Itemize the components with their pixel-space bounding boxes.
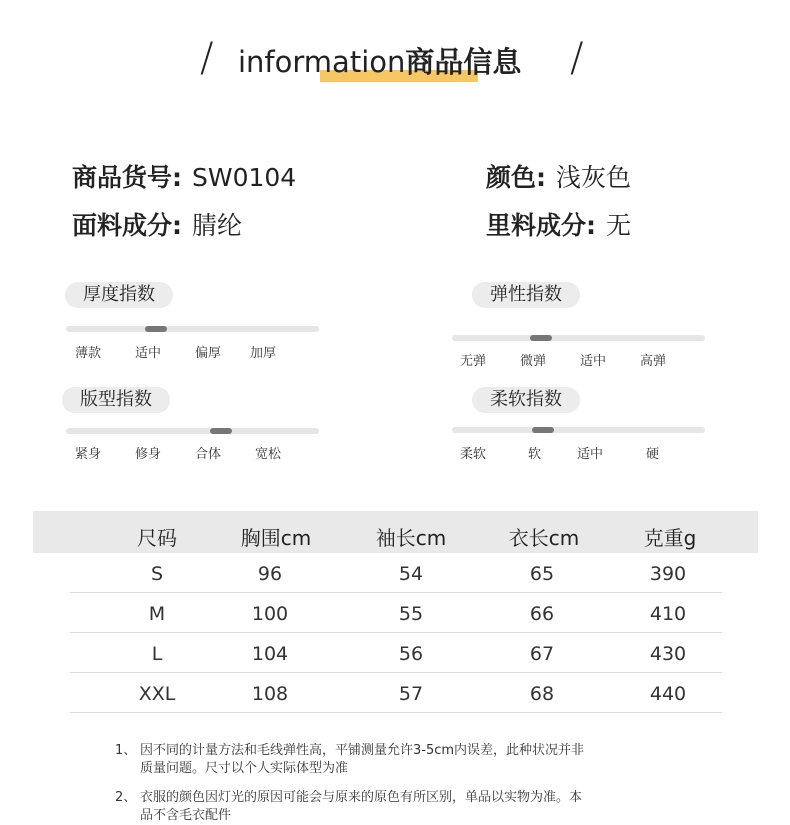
thickness-tick: 薄款 xyxy=(75,346,102,361)
info-item-no-label: 商品货号: xyxy=(72,163,182,192)
page-title-en: information xyxy=(238,45,406,79)
fit-index-marker xyxy=(210,428,232,434)
info-fabric-label: 面料成分: xyxy=(72,211,182,240)
size-table-header-cell: 衣长cm xyxy=(508,526,580,550)
thickness-tick: 加厚 xyxy=(250,346,277,361)
size-table-header-cell: 袖长cm xyxy=(375,526,447,550)
page-title xyxy=(238,45,522,79)
note-text: 衣服的颜色因灯光的原因可能会与原来的原色有所区别，单品以实物为准。本 xyxy=(140,790,583,805)
thickness-tick: 适中 xyxy=(135,346,162,361)
thickness-tick: 偏厚 xyxy=(195,346,222,361)
info-item-no-value: SW0104 xyxy=(192,163,297,192)
softness-tick: 软 xyxy=(528,447,542,462)
fit-tick: 宽松 xyxy=(255,447,282,462)
info-color-value: 浅灰色 xyxy=(556,163,632,192)
note-1 xyxy=(115,742,715,778)
softness-tick: 适中 xyxy=(577,447,604,462)
note-text: 因不同的计量方法和毛线弹性高，平铺测量允许3-5cm内误差，此种状况并非 xyxy=(140,743,585,758)
note-text: 品不含毛衣配件 xyxy=(140,808,232,823)
info-color xyxy=(486,165,631,190)
softness-index-marker xyxy=(532,427,554,433)
table-cell: L xyxy=(151,643,163,665)
fit-tick: 紧身 xyxy=(75,447,102,462)
fit-tick: 合体 xyxy=(195,447,222,462)
table-cell: 65 xyxy=(529,563,555,585)
note-number: 1、 xyxy=(115,743,137,758)
info-item-no xyxy=(72,165,296,190)
thickness-index-title: 厚度指数 xyxy=(65,282,173,308)
elasticity-tick: 微弹 xyxy=(520,354,547,369)
table-cell: 440 xyxy=(649,683,687,705)
table-cell: M xyxy=(148,603,166,625)
table-cell: S xyxy=(150,563,164,585)
fit-tick: 修身 xyxy=(135,447,162,462)
elasticity-index-marker xyxy=(530,335,552,341)
info-fabric xyxy=(72,213,242,238)
info-lining xyxy=(486,213,631,238)
table-cell: 66 xyxy=(529,603,555,625)
softness-index-title: 柔软指数 xyxy=(472,387,580,413)
note-number: 2、 xyxy=(115,790,137,805)
table-cell: 100 xyxy=(251,603,289,625)
table-cell: XXL xyxy=(138,683,176,705)
softness-tick: 柔软 xyxy=(460,447,487,462)
table-cell: 67 xyxy=(529,643,555,665)
table-cell: 96 xyxy=(257,563,283,585)
table-row xyxy=(70,673,722,713)
table-cell: 57 xyxy=(398,683,424,705)
info-lining-value: 无 xyxy=(606,211,632,240)
thickness-index-track xyxy=(66,326,319,332)
table-cell: 56 xyxy=(398,643,424,665)
fit-index-track xyxy=(66,428,319,434)
size-table-header-cell: 胸围cm xyxy=(240,526,312,550)
header-slash-right: / xyxy=(570,35,584,81)
softness-tick: 硬 xyxy=(646,447,660,462)
table-cell: 410 xyxy=(649,603,687,625)
note-text: 质量问题。尺寸以个人实际体型为准 xyxy=(140,761,349,776)
elasticity-tick: 适中 xyxy=(580,354,607,369)
table-row xyxy=(70,593,722,633)
size-table-header-cell: 克重g xyxy=(643,526,697,550)
table-cell: 54 xyxy=(398,563,424,585)
info-fabric-value: 腈纶 xyxy=(192,211,243,240)
table-row xyxy=(70,633,722,673)
elasticity-tick: 无弹 xyxy=(460,354,487,369)
elasticity-index-title: 弹性指数 xyxy=(472,282,580,308)
table-cell: 430 xyxy=(649,643,687,665)
size-table-header-cell: 尺码 xyxy=(137,526,177,550)
header-slash-left: / xyxy=(200,35,214,81)
page-title-cn: 商品信息 xyxy=(405,45,522,79)
fit-index-title: 版型指数 xyxy=(62,387,170,413)
table-row xyxy=(70,553,722,593)
thickness-index-marker xyxy=(145,326,167,332)
table-cell: 55 xyxy=(398,603,424,625)
info-lining-label: 里料成分: xyxy=(486,211,596,240)
info-color-label: 颜色: xyxy=(486,163,546,192)
note-2 xyxy=(115,789,715,825)
elasticity-index-track xyxy=(452,335,705,341)
table-cell: 104 xyxy=(251,643,289,665)
table-cell: 68 xyxy=(529,683,555,705)
table-cell: 108 xyxy=(251,683,289,705)
table-cell: 390 xyxy=(649,563,687,585)
elasticity-tick: 高弹 xyxy=(640,354,667,369)
softness-index-track xyxy=(452,427,705,433)
